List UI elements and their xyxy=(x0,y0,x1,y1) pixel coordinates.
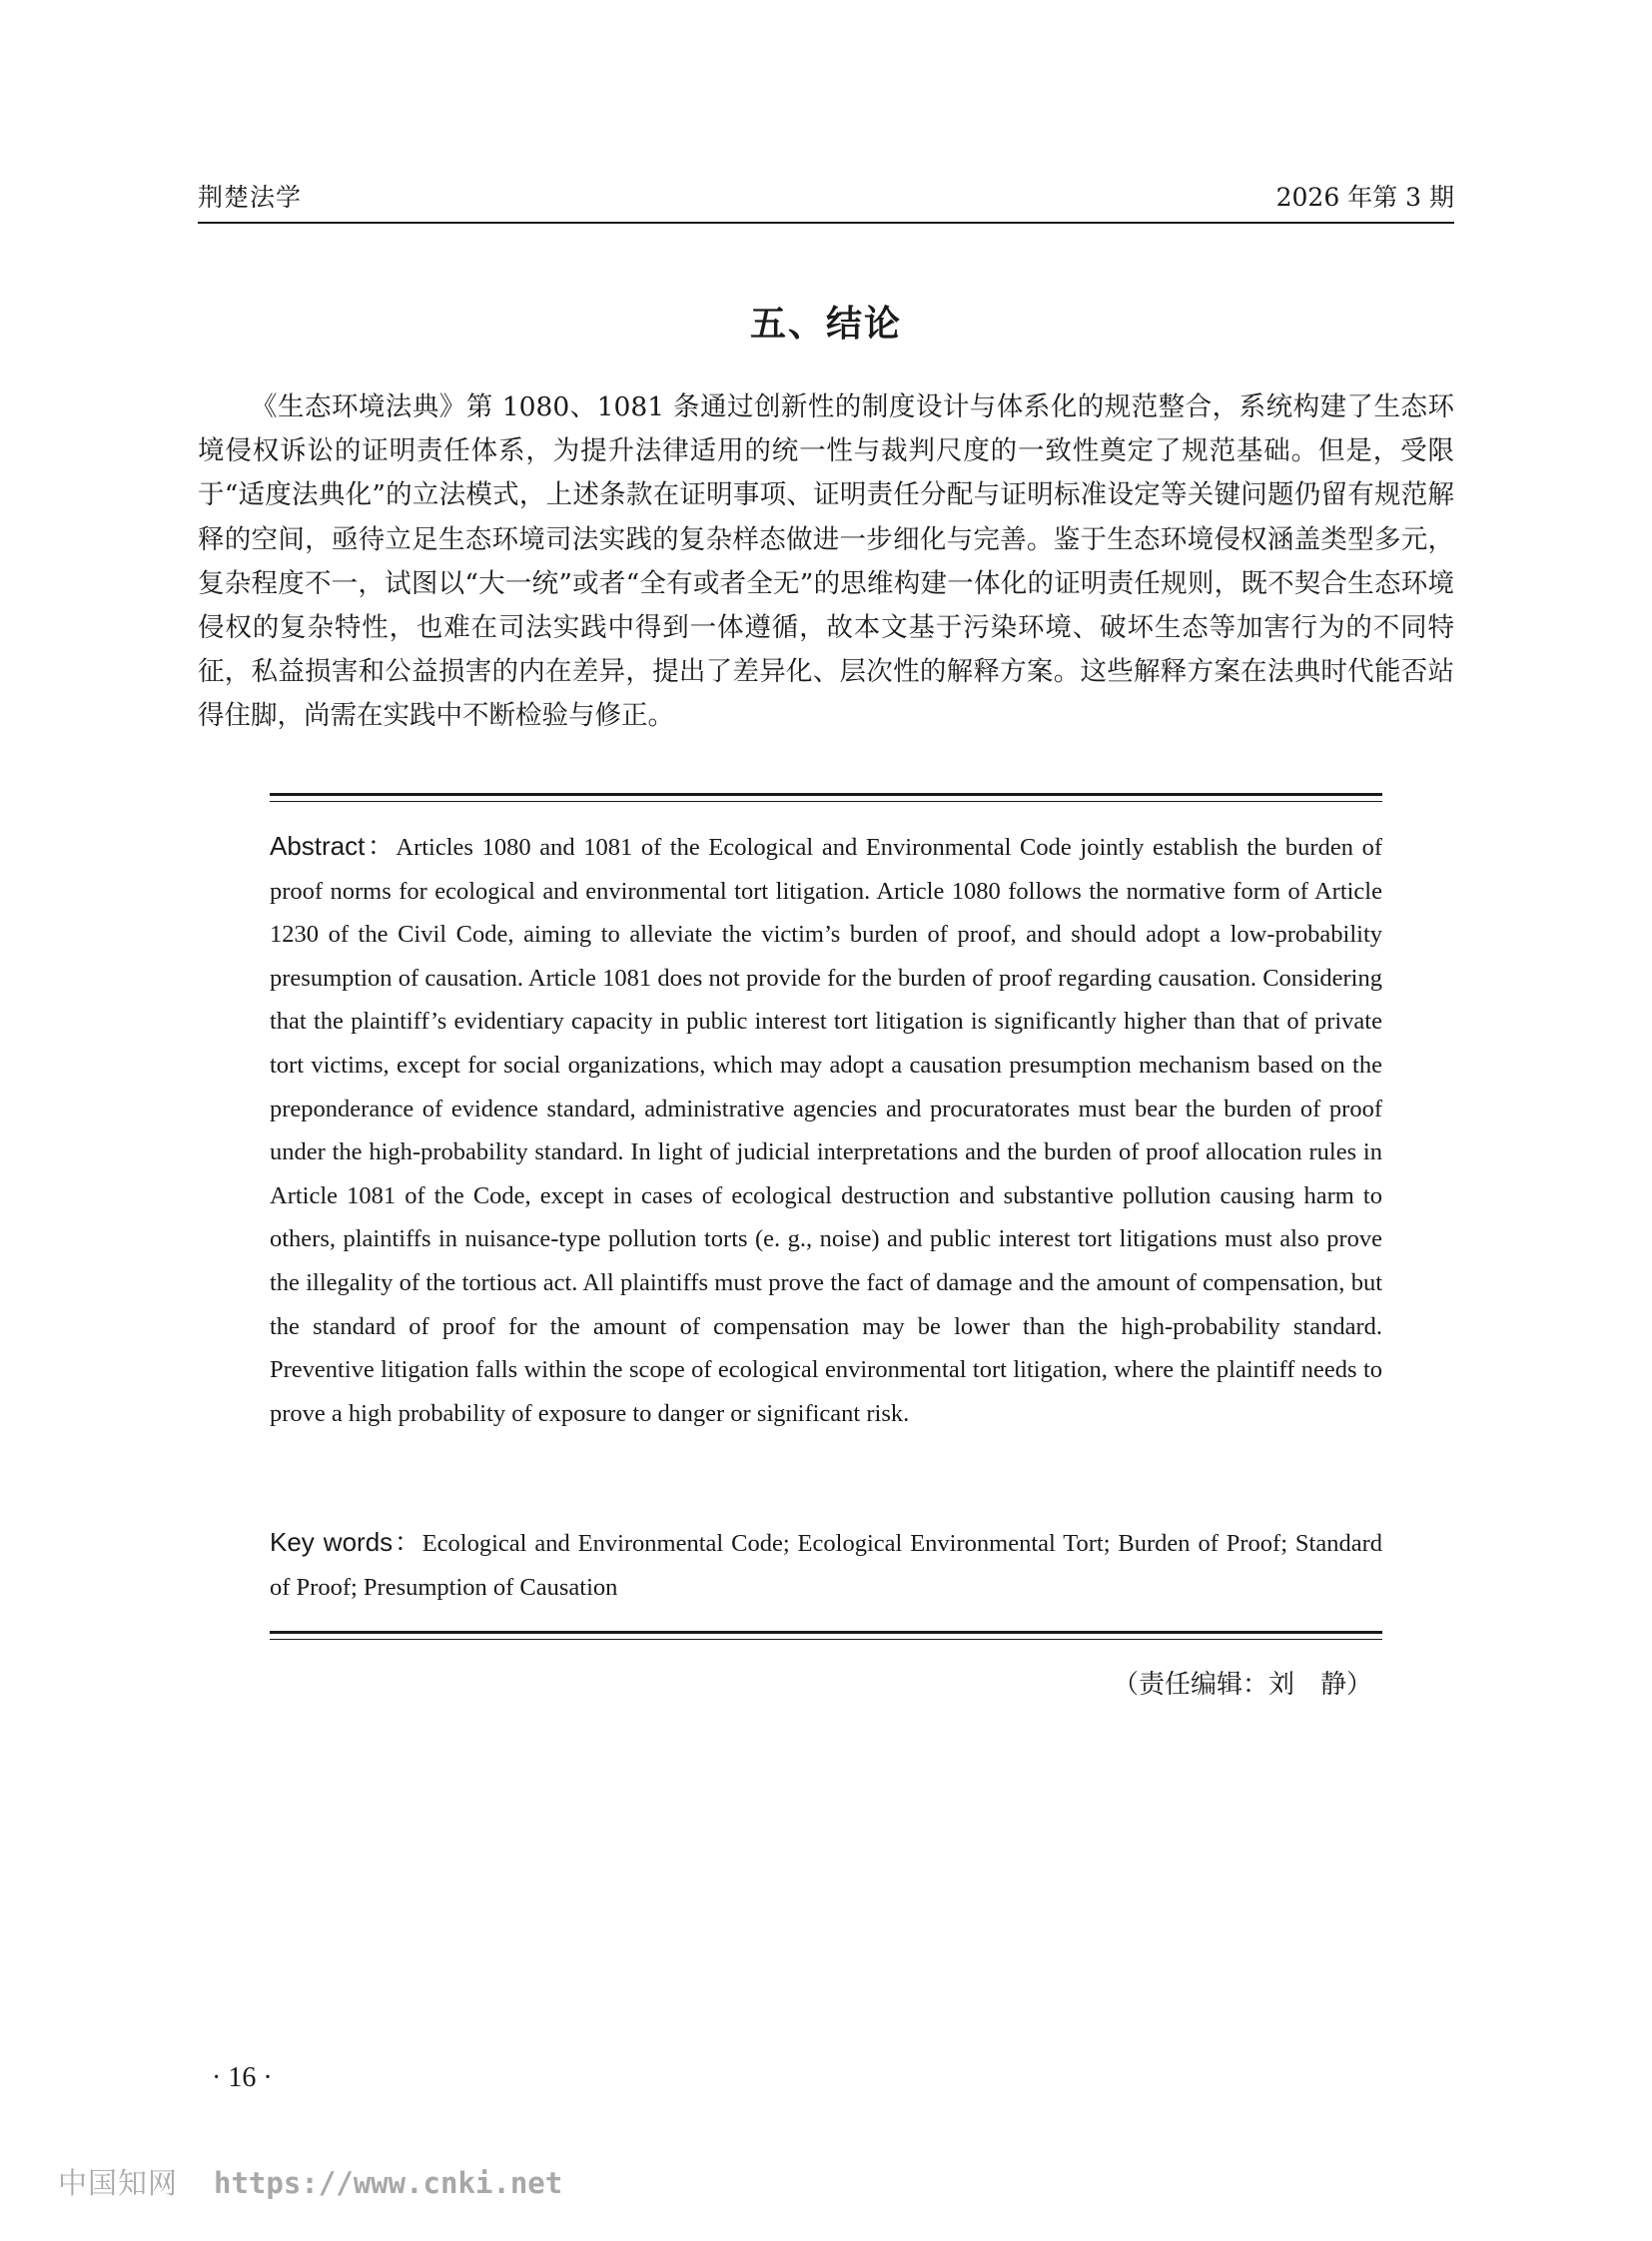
abstract-text: Articles 1080 and 1081 of the Ecological and Environmental Code jointly establish the burden of proof norms for ecological and environmental tort litigation. Article 1080 follows the normative form of Article 1230 of the Civil Code, aiming to alleviate the victim’s burden of proof, and should adopt a low-probability presumption of causation. Article 1081 does not provide for the burden of proof regarding causation. Considering that the plaintiff’s evidentiary capacity in public interest tort litigation is significantly higher than that of private tort victims, except for social organizations, which may adopt a causation presumption mechanism based on the preponderance of evidence standard, administrative agencies and procuratorates must bear the burden of proof under the high-probability standard. In light of judicial interpretations and the burden of proof allocation rules in Article 1081 of the Code, except in cases of ecological destruction and substantive pollution causing harm to others, plaintiffs in nuisance-type pollution torts (e. g., noise) and public interest tort litigations must also prove the illegality of the tortious act. All plaintiffs must prove the fact of damage and the amount of compensation, but the standard of proof for the amount of compensation may be lower than the high-probability standard. Preventive litigation falls within the scope of ecological environmental tort litigation, where the plaintiff needs to prove a high probability of exposure to danger or significant risk. xyxy=(270,834,1383,1427)
watermark-name: 中国知网 xyxy=(58,2166,179,2200)
keywords-text: Ecological and Environmental Code; Ecological Environmental Tort; Burden of Proof; Standard of Proof; Presumption of Causation xyxy=(270,1530,1382,1601)
keywords-label: Key words： xyxy=(270,1527,422,1557)
conclusion-paragraph: 《生态环境法典》第 1080、1081 条通过创新性的制度设计与体系化的规范整合，系统构建了生态环境侵权诉讼的证明责任体系，为提升法律适用的统一性与裁判尺度的一致性奠定了规范基础。但是，受限于“适度法典化”的立法模式，上述条款在证明事项、证明责任分配与证明标准设定等关键问题仍留有规范解释的空间，亟待立足生态环境司法实践的复杂样态做进一步细化与完善。鉴于生态环境侵权涵盖类型多元，复杂程度不一，试图以“大一统”或者“全有或者全无”的思维构建一体化的证明责任规则，既不契合生态环境侵权的复杂特性，也难在司法实践中得到一体遵循，故本文基于污染环境、破坏生态等加害行为的不同特征，私益损害和公益损害的内在差异，提出了差异化、层次性的解释方案。这些解释方案在法典时代能否站得住脚，尚需在实践中不断检验与修正。 xyxy=(198,391,1454,732)
page-number: · 16 · xyxy=(212,2062,273,2093)
keywords-block xyxy=(270,1521,1382,1609)
responsible-editor: （责任编辑：刘 静） xyxy=(1112,1670,1372,1700)
cnki-watermark xyxy=(58,2161,563,2200)
watermark-url: https://www.cnki.net xyxy=(214,2166,563,2200)
header-divider xyxy=(198,222,1454,224)
running-header xyxy=(198,178,1454,218)
abstract-top-divider xyxy=(270,793,1382,802)
abstract-bottom-divider xyxy=(270,1631,1382,1640)
issue-label: 2026 年第 3 期 xyxy=(1275,183,1454,212)
section-title: 五、结论 xyxy=(749,304,902,345)
journal-name: 荆楚法学 xyxy=(198,183,303,212)
abstract-label: Abstract： xyxy=(270,831,397,861)
abstract-block xyxy=(270,825,1382,1435)
